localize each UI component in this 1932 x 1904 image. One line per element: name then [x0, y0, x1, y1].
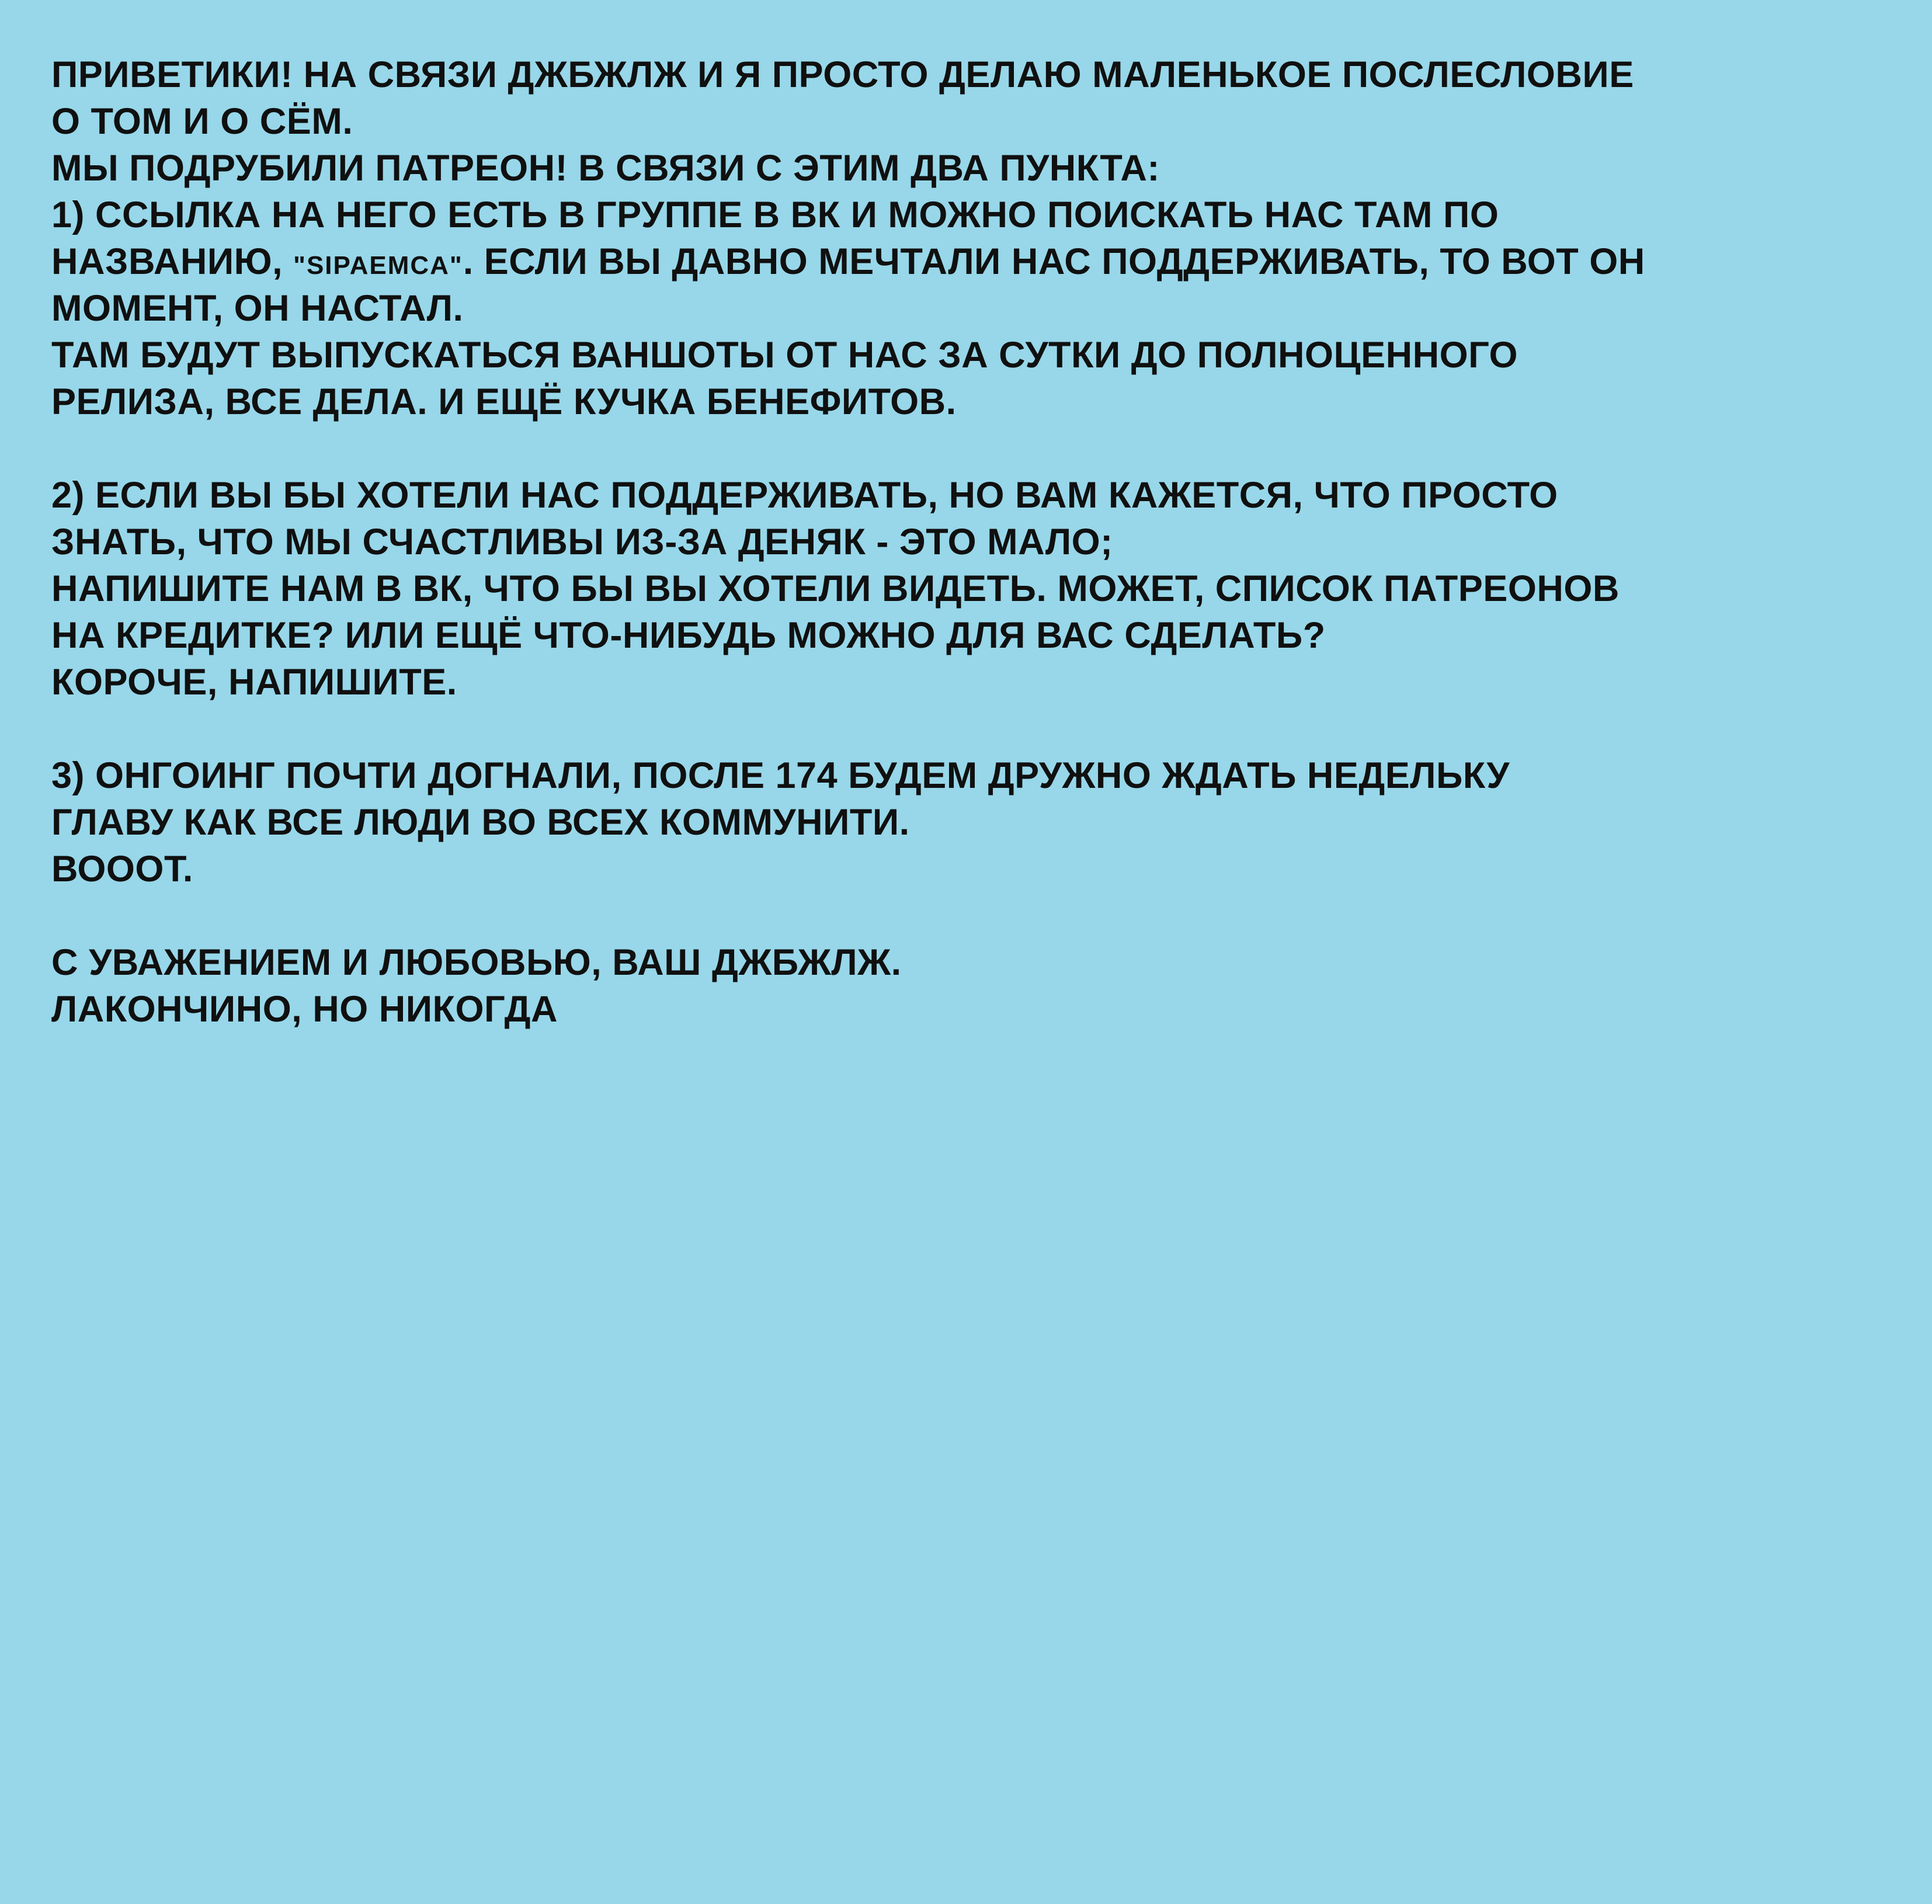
text-line — [51, 659, 1897, 706]
text-segment: ПРИВЕТИКИ! НА СВЯЗИ ДЖБЖЛЖ И Я ПРОСТО ДЕЛАЮ МАЛЕНЬКОЕ ПОСЛЕСЛОВИЕ — [51, 54, 1634, 95]
text-segment: О ТОМ И О СЁМ. — [51, 101, 353, 142]
text-segment: ТАМ БУДУТ ВЫПУСКАТЬСЯ ВАНШОТЫ ОТ НАС ЗА СУТКИ ДО ПОЛНОЦЕННОГО — [51, 335, 1518, 376]
afterword-paragraph-1 — [51, 51, 1897, 425]
text-segment: МОМЕНТ, ОН НАСТАЛ. — [51, 288, 464, 329]
text-segment: ЛАКОНЧИНО, НО НИКОГДА — [51, 989, 558, 1030]
text-line — [51, 846, 1897, 892]
text-line — [51, 799, 1897, 846]
text-line — [51, 519, 1897, 565]
text-segment: ВОООТ. — [51, 849, 193, 890]
text-line — [51, 986, 1897, 1033]
group-name-text: "SIPAEMCA" — [293, 251, 463, 280]
afterword-paragraph-2 — [51, 472, 1897, 706]
text-line — [51, 98, 1897, 145]
text-line — [51, 752, 1897, 799]
text-segment: . ЕСЛИ ВЫ ДАВНО МЕЧТАЛИ НАС ПОДДЕРЖИВАТЬ, ТО ВОТ ОН — [463, 241, 1645, 282]
text-segment: С УВАЖЕНИЕМ И ЛЮБОВЬЮ, ВАШ ДЖБЖЛЖ. — [51, 942, 902, 983]
text-line — [51, 285, 1897, 332]
text-segment: МЫ ПОДРУБИЛИ ПАТРЕОН! В СВЯЗИ С ЭТИМ ДВА ПУНКТА: — [51, 148, 1160, 189]
text-line — [51, 145, 1897, 192]
text-line — [51, 332, 1897, 378]
text-line — [51, 612, 1897, 659]
afterword-paragraph-3 — [51, 752, 1897, 892]
text-line — [51, 51, 1897, 98]
text-line — [51, 565, 1897, 612]
text-line — [51, 378, 1897, 425]
text-segment: КОРОЧЕ, НАПИШИТЕ. — [51, 662, 457, 703]
text-segment: ГЛАВУ КАК ВСЕ ЛЮДИ ВО ВСЕХ КОММУНИТИ. — [51, 802, 910, 843]
text-segment: 1) ССЫЛКА НА НЕГО ЕСТЬ В ГРУППЕ В ВК И МОЖНО ПОИСКАТЬ НАС ТАМ ПО — [51, 194, 1499, 235]
text-segment: РЕЛИЗА, ВСЕ ДЕЛА. И ЕЩЁ КУЧКА БЕНЕФИТОВ. — [51, 381, 957, 422]
text-segment: НАЗВАНИЮ, — [51, 241, 294, 282]
text-segment: НАПИШИТЕ НАМ В ВК, ЧТО БЫ ВЫ ХОТЕЛИ ВИДЕТЬ. МОЖЕТ, СПИСОК ПАТРЕОНОВ — [51, 568, 1620, 609]
text-segment: ЗНАТЬ, ЧТО МЫ СЧАСТЛИВЫ ИЗ-ЗА ДЕНЯК - ЭТО МАЛО; — [51, 522, 1113, 562]
text-segment: 3) ОНГОИНГ ПОЧТИ ДОГНАЛИ, ПОСЛЕ 174 БУДЕМ ДРУЖНО ЖДАТЬ НЕДЕЛЬКУ — [51, 755, 1510, 796]
text-line — [51, 472, 1897, 519]
text-line — [51, 939, 1897, 986]
text-segment: 2) ЕСЛИ ВЫ БЫ ХОТЕЛИ НАС ПОДДЕРЖИВАТЬ, НО ВАМ КАЖЕТСЯ, ЧТО ПРОСТО — [51, 475, 1558, 516]
afterword-text-block — [51, 51, 1897, 1033]
text-segment: НА КРЕДИТКЕ? ИЛИ ЕЩЁ ЧТО-НИБУДЬ МОЖНО ДЛЯ ВАС СДЕЛАТЬ? — [51, 615, 1326, 656]
text-line — [51, 192, 1897, 238]
afterword-paragraph-4 — [51, 939, 1897, 1033]
text-line — [51, 238, 1897, 285]
